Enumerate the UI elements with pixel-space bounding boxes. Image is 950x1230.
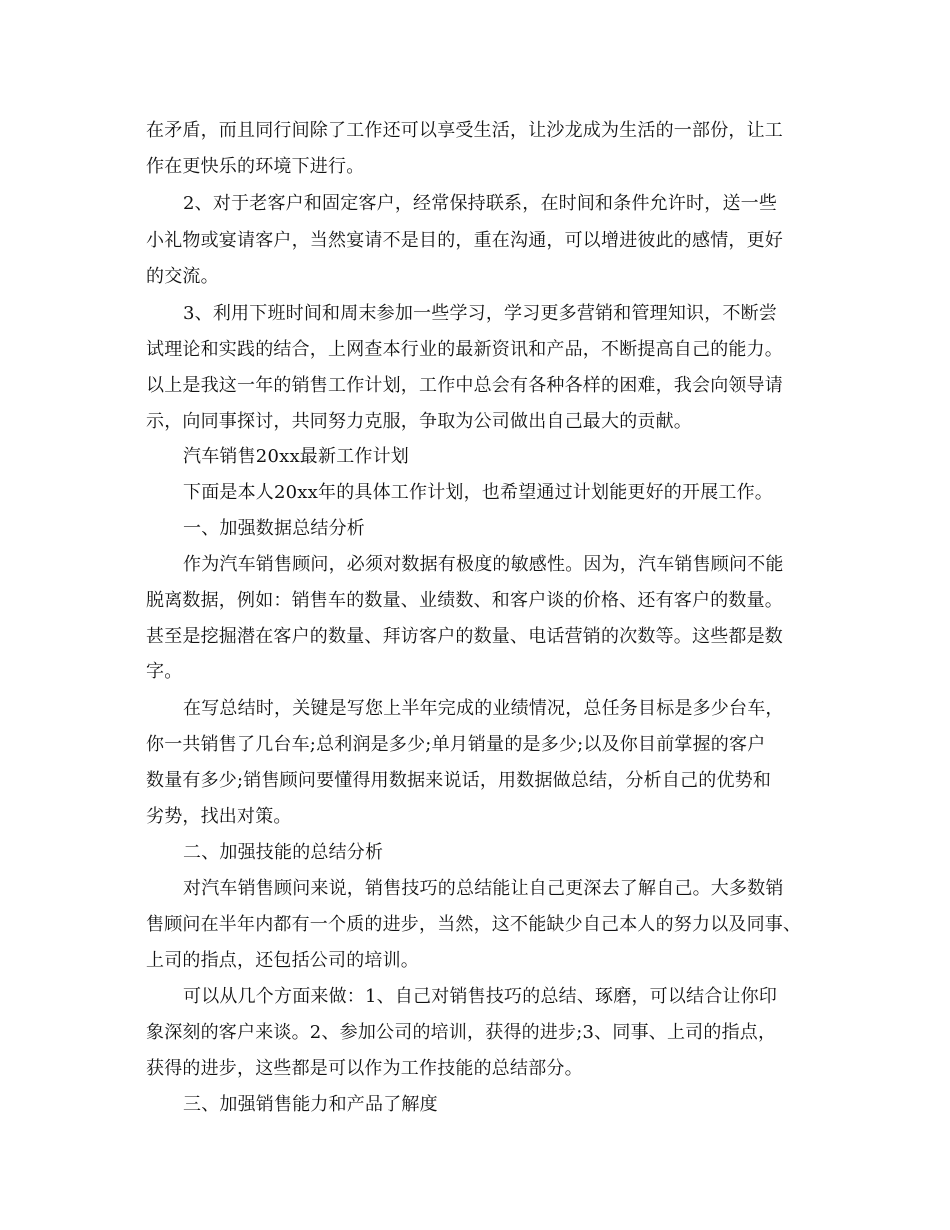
body-text-line: 脱离数据，例如：销售车的数量、业绩数、和客户谈的价格、还有客户的数量。 (146, 590, 783, 611)
paragraph-start-line: 2、对于老客户和固定客户，经常保持联系，在时间和条件允许时，送一些 (183, 193, 778, 214)
paragraph-start-line: 作为汽车销售顾问，必须对数据有极度的敏感性。因为，汽车销售顾问不能 (183, 554, 784, 575)
body-text-line: 作在更快乐的环境下进行。 (146, 156, 365, 177)
paragraph-start-line: 3、利用下班时间和周末参加一些学习，学习更多营销和管理知识，不断尝 (183, 303, 778, 324)
body-text-line: 甚至是挖掘潜在客户的数量、拜访客户的数量、电话营销的次数等。这些都是数 (146, 626, 783, 647)
body-text-line: 象深刻的客户来谈。2、参加公司的培训，获得的进步;3、同事、上司的指点， (146, 1022, 777, 1043)
section-heading: 三、加强销售能力和产品了解度 (183, 1094, 438, 1115)
body-text-line: 小礼物或宴请客户，当然宴请不是目的，重在沟通，可以增进彼此的感情，更好 (146, 230, 783, 251)
section-title: 汽车销售20xx最新工作计划 (183, 446, 410, 467)
section-heading: 二、加强技能的总结分析 (183, 842, 384, 863)
body-text-line: 上司的指点，还包括公司的培训。 (146, 950, 419, 971)
section-heading: 一、加强数据总结分析 (183, 518, 365, 539)
paragraph-start-line: 在写总结时，关键是写您上半年完成的业绩情况，总任务目标是多少台车， (183, 698, 784, 719)
body-text-line: 你一共销售了几台车;总利润是多少;单月销量的是多少;以及你目前掌握的客户 (146, 734, 766, 755)
body-text-line: 字。 (146, 661, 183, 682)
body-text-line: 劣势，找出对策。 (146, 806, 292, 827)
body-text-line: 在矛盾，而且同行间除了工作还可以享受生活，让沙龙成为生活的一部份，让工 (146, 120, 783, 141)
body-text-line: 试理论和实践的结合，上网查本行业的最新资讯和产品，不断提高自己的能力。 (146, 339, 783, 360)
body-text-line: 数量有多少;销售顾问要懂得用数据来说话，用数据做总结，分析自己的优势和 (146, 770, 772, 791)
paragraph-start-line: 下面是本人20xx年的具体工作计划，也希望通过计划能更好的开展工作。 (183, 482, 774, 503)
paragraph-start-line: 对汽车销售顾问来说，销售技巧的总结能让自己更深去了解自己。大多数销 (183, 878, 784, 899)
body-text-line: 获得的进步，这些都是可以作为工作技能的总结部分。 (146, 1058, 583, 1079)
body-text-line: 售顾问在半年内都有一个质的进步，当然，这不能缺少自己本人的努力以及同事、 (146, 914, 802, 935)
body-text-line: 示，向同事探讨，共同努力克服，争取为公司做出自己最大的贡献。 (146, 411, 692, 432)
body-text-line: 的交流。 (146, 266, 219, 287)
paragraph-start-line: 可以从几个方面来做：1、自己对销售技巧的总结、琢磨，可以结合让你印 (183, 986, 778, 1007)
body-text-line: 以上是我这一年的销售工作计划，工作中总会有各种各样的困难，我会向领导请 (146, 375, 783, 396)
